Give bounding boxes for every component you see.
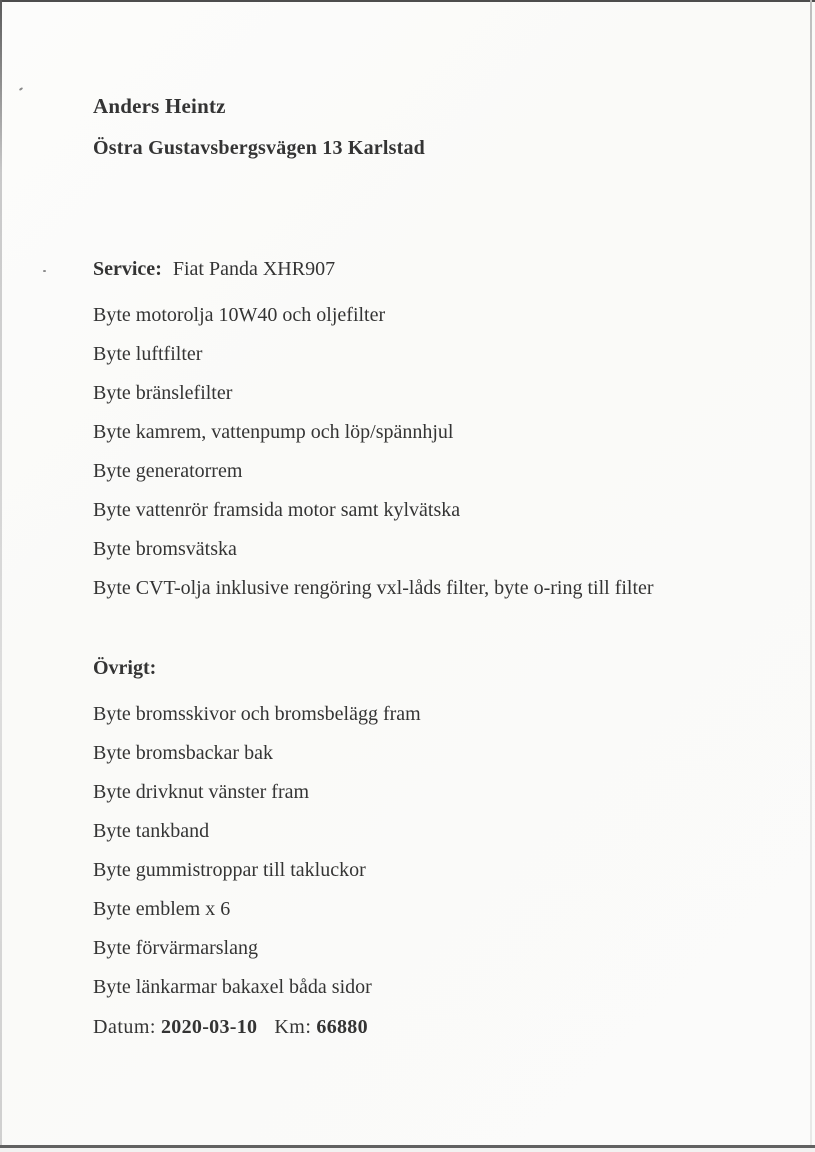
scan-speckle [43, 270, 46, 272]
other-item: Byte länkarmar bakaxel båda sidor [93, 976, 372, 998]
service-item: Byte vattenrör framsida motor samt kylvätska [93, 499, 461, 521]
other-item: Byte förvärmarslang [93, 937, 258, 959]
service-section [93, 257, 654, 615]
service-item: Byte CVT-olja inklusive rengöring vxl-låds filter, byte o-ring till filter [93, 577, 654, 599]
other-section-title [93, 656, 421, 702]
service-item: Byte generatorrem [93, 460, 243, 482]
service-vehicle: Fiat Panda XHR907 [172, 258, 336, 280]
other-item: Byte emblem x 6 [93, 898, 231, 920]
scan-edge-top [0, 0, 815, 2]
service-item: Byte bränslefilter [93, 382, 233, 404]
other-item: Byte gummistroppar till takluckor [93, 859, 366, 881]
service-label: Service: [93, 258, 162, 280]
km-label: Km: [274, 1016, 312, 1038]
service-item: Byte bromsvätska [93, 538, 237, 560]
other-item: Byte bromsskivor och bromsbelägg fram [93, 703, 421, 725]
customer-header [93, 95, 425, 159]
customer-address: Östra Gustavsbergsvägen 13 Karlstad [93, 137, 425, 159]
date-label: Datum: [93, 1016, 156, 1038]
other-section [93, 656, 421, 1014]
other-item: Byte drivknut vänster fram [93, 781, 310, 803]
other-item: Byte tankband [93, 820, 210, 842]
scan-margin-below [0, 1148, 815, 1152]
customer-name: Anders Heintz [93, 94, 226, 118]
scan-edge-right [810, 0, 812, 1152]
service-item: Byte kamrem, vattenpump och löp/spännhjul [93, 421, 454, 443]
service-item: Byte motorolja 10W40 och oljefilter [93, 304, 386, 326]
other-label: Övrigt: [93, 657, 157, 679]
scan-edge-left [0, 0, 2, 1152]
other-item: Byte bromsbackar bak [93, 742, 273, 764]
km-value: 66880 [316, 1016, 368, 1038]
service-item: Byte luftfilter [93, 343, 203, 365]
date-value: 2020-03-10 [161, 1016, 258, 1038]
date-km-line [93, 1014, 368, 1040]
service-section-title [93, 257, 654, 303]
scan-speckle [19, 87, 23, 91]
